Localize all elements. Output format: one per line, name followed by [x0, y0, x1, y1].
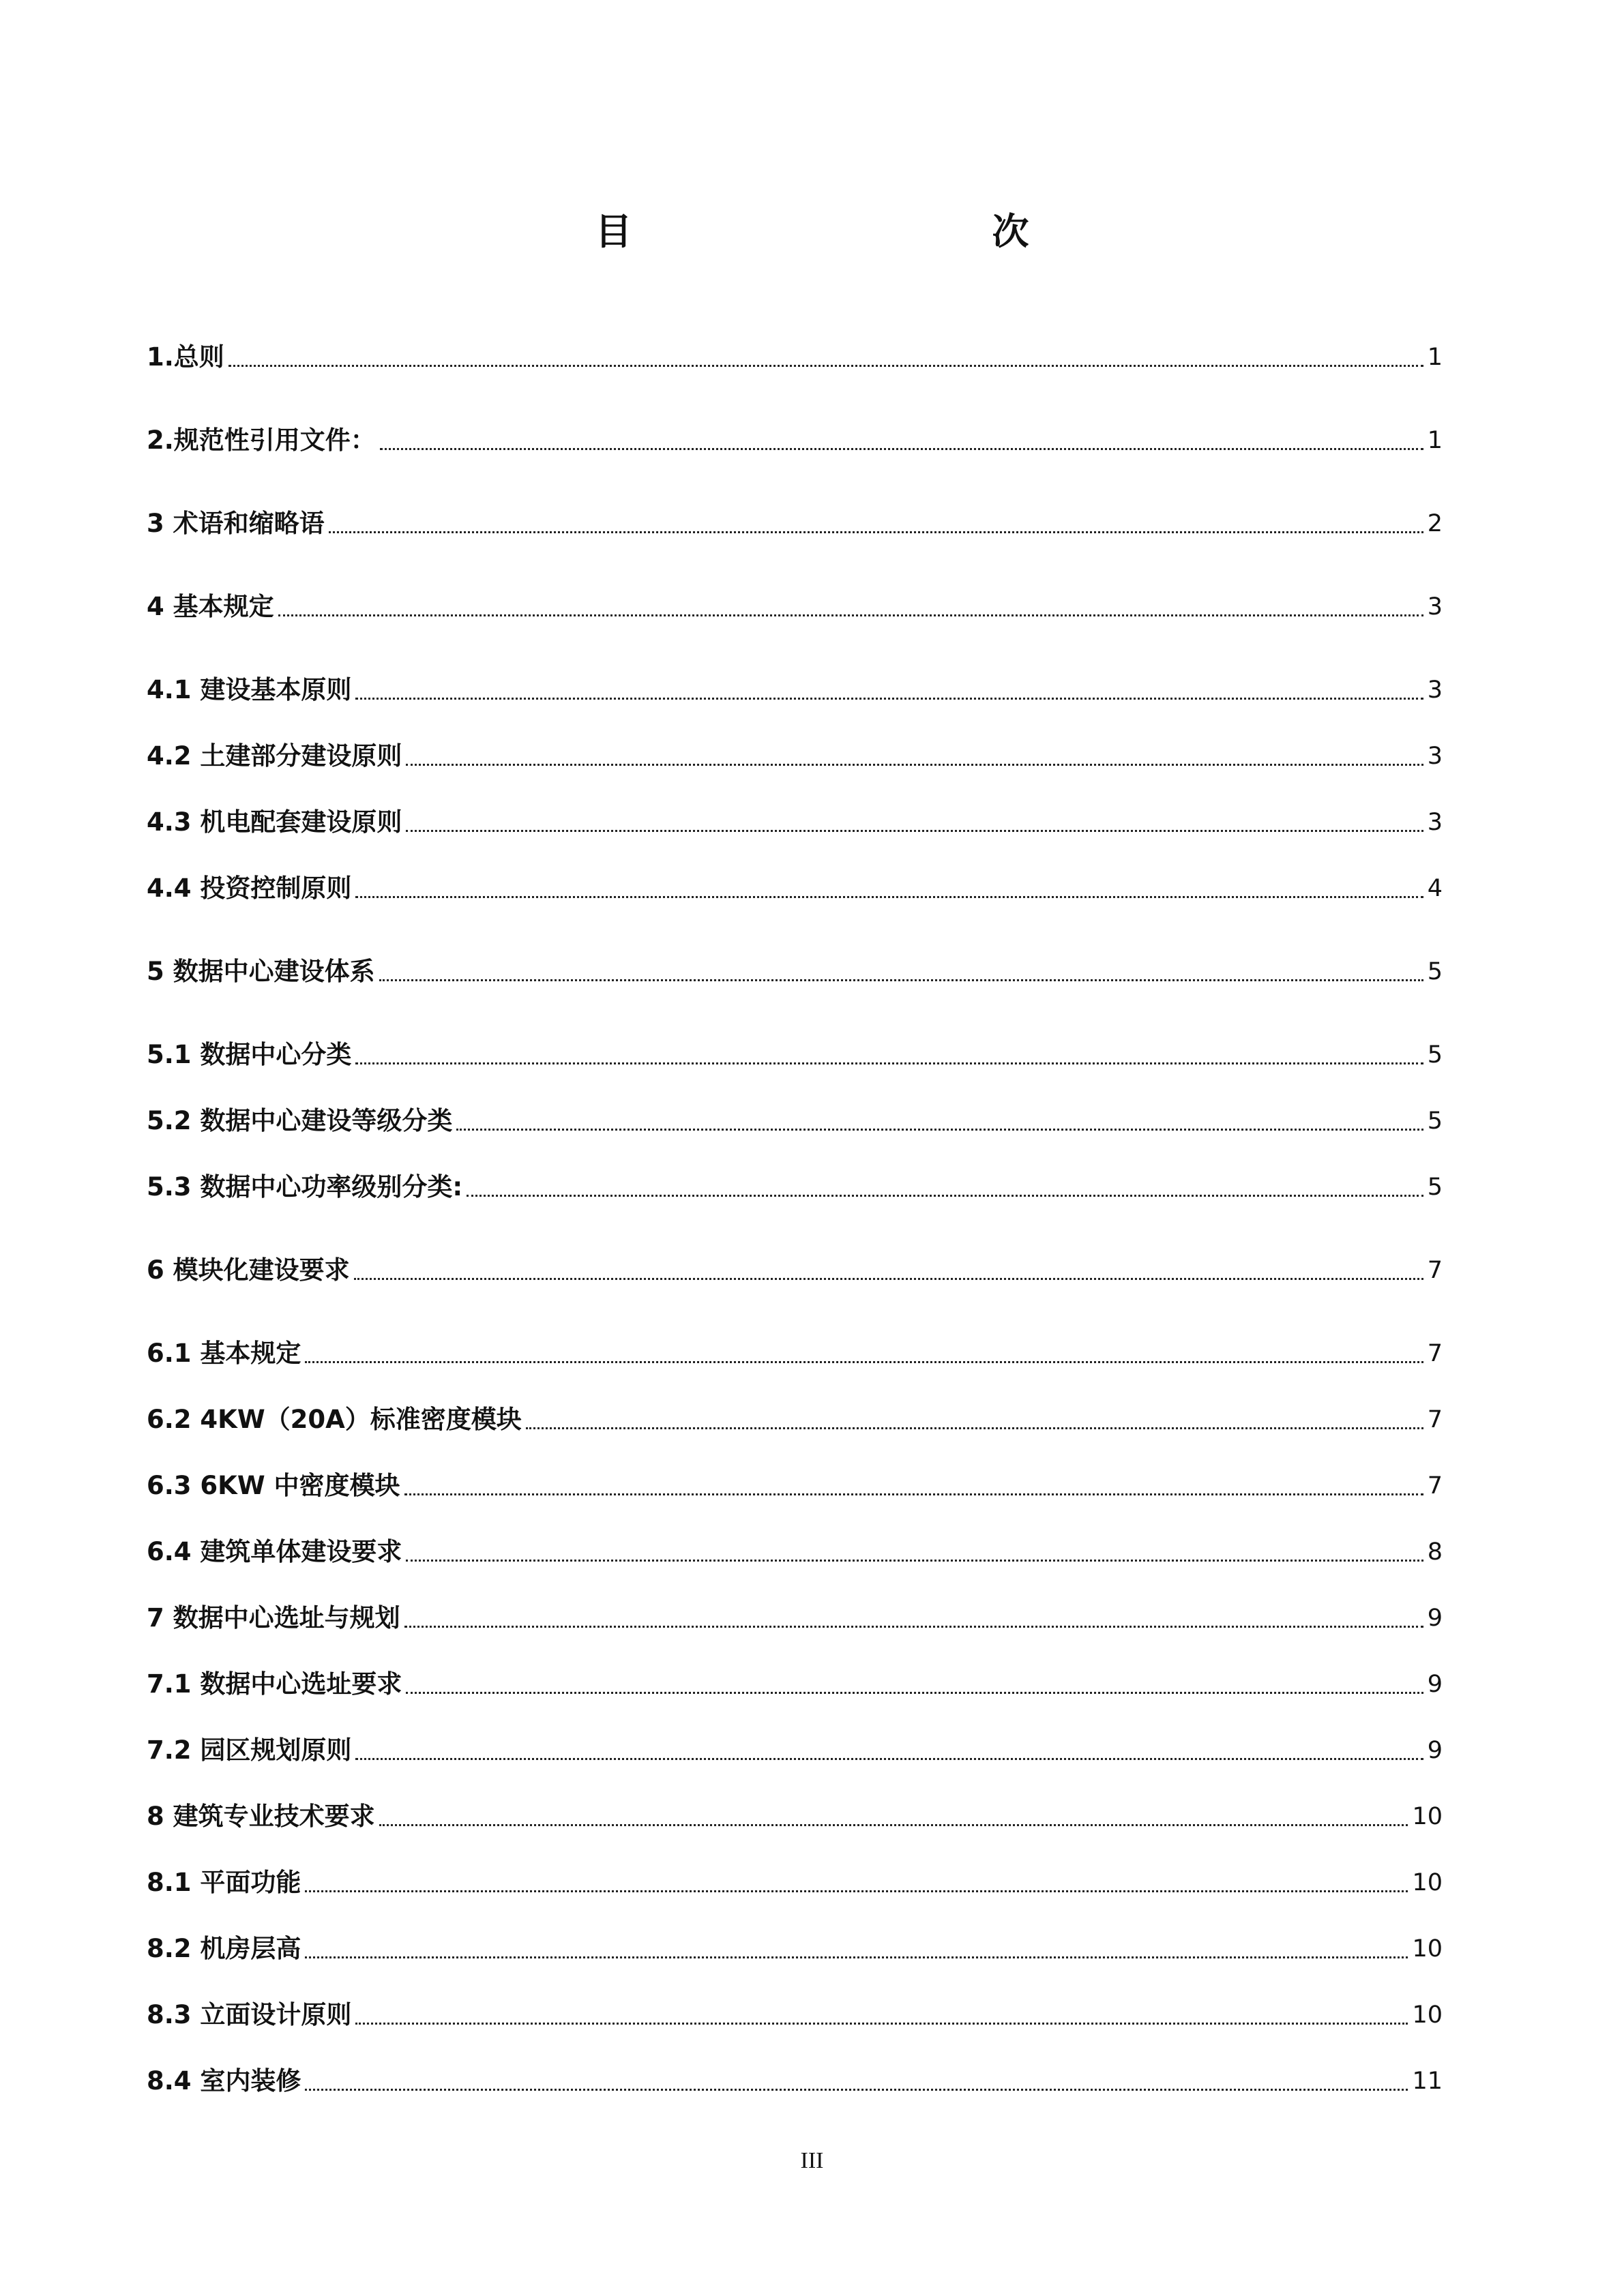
- toc-entry[interactable]: [147, 417, 1443, 458]
- toc-entry-label: 8 建筑专业技术要求: [147, 1802, 375, 1831]
- dot-leader: [355, 895, 1423, 898]
- toc-entry-page: 10: [1412, 2001, 1443, 2029]
- toc-entry[interactable]: [147, 1247, 1443, 1288]
- toc-entry-label: 2.规范性引用文件：: [147, 426, 376, 455]
- dot-leader: [305, 1890, 1408, 1892]
- dot-leader: [406, 1559, 1423, 1562]
- toc-entry-label: 5.2 数据中心建设等级分类: [147, 1106, 453, 1135]
- toc-entry[interactable]: [147, 1330, 1443, 1371]
- toc-entry[interactable]: [147, 1595, 1443, 1636]
- toc-entry[interactable]: [147, 1860, 1443, 1900]
- toc-entry-label: 8.4 室内装修: [147, 2066, 301, 2096]
- toc-entry[interactable]: [147, 1098, 1443, 1139]
- dot-leader: [406, 1691, 1423, 1694]
- toc-entry-page: 7: [1427, 1340, 1443, 1367]
- toc-entry[interactable]: [147, 501, 1443, 541]
- toc-entry-page: 5: [1427, 1041, 1443, 1069]
- toc-entry-label: 8.2 机房层高: [147, 1934, 301, 1963]
- toc-entry[interactable]: [147, 1463, 1443, 1504]
- toc-title: 目 次: [595, 210, 1125, 253]
- toc-entry-label: 4.4 投资控制原则: [147, 874, 352, 903]
- toc-entry-page: 9: [1427, 1671, 1443, 1698]
- toc-entry-label: 6.1 基本规定: [147, 1339, 301, 1368]
- dot-leader: [526, 1427, 1423, 1429]
- dot-leader: [305, 2088, 1408, 2091]
- dot-leader: [456, 1128, 1423, 1131]
- toc-entry-page: 4: [1427, 875, 1443, 902]
- toc-entry-page: 7: [1427, 1257, 1443, 1284]
- dot-leader: [406, 829, 1423, 832]
- toc-entry[interactable]: [147, 334, 1443, 375]
- dot-leader: [404, 1493, 1423, 1495]
- toc-entry-page: 5: [1427, 1107, 1443, 1135]
- toc-entry[interactable]: [147, 1529, 1443, 1570]
- toc-entry[interactable]: [147, 1992, 1443, 2033]
- dot-leader: [354, 1277, 1423, 1280]
- toc-entry-page: 3: [1427, 743, 1443, 770]
- dot-leader: [355, 2022, 1408, 2025]
- dot-leader: [355, 697, 1423, 700]
- toc-entry-label: 1.总则: [147, 342, 224, 372]
- toc-entry-page: 2: [1427, 510, 1443, 537]
- toc-entry-label: 7 数据中心选址与规划: [147, 1603, 400, 1632]
- toc-entry-page: 5: [1427, 1174, 1443, 1201]
- toc-entry-page: 8: [1427, 1538, 1443, 1566]
- toc-entry-page: 3: [1427, 809, 1443, 836]
- toc-entry-label: 4.2 土建部分建设原则: [147, 741, 402, 771]
- dot-leader: [305, 1360, 1423, 1363]
- toc-entry-page: 10: [1412, 1803, 1443, 1830]
- page-number-footer: III: [800, 2148, 824, 2173]
- toc-entry-label: 7.2 园区规划原则: [147, 1735, 352, 1765]
- toc-entry[interactable]: [147, 584, 1443, 625]
- dot-leader: [379, 1823, 1408, 1826]
- toc-entry-page: 5: [1427, 958, 1443, 985]
- dot-leader: [278, 614, 1423, 616]
- toc-entry-page: 1: [1427, 344, 1443, 371]
- toc-entry-page: 3: [1427, 676, 1443, 704]
- toc-entry-label: 6 模块化建设要求: [147, 1255, 350, 1285]
- toc-entry-label: 6.4 建筑单体建设要求: [147, 1537, 402, 1566]
- dot-leader: [404, 1625, 1423, 1628]
- toc-entry[interactable]: [147, 1727, 1443, 1768]
- dot-leader: [329, 531, 1423, 533]
- toc-entry[interactable]: [147, 799, 1443, 840]
- toc-entry[interactable]: [147, 1926, 1443, 1967]
- toc-entry-label: 4.1 建设基本原则: [147, 675, 352, 704]
- toc-entry-page: 1: [1427, 427, 1443, 454]
- toc-entry[interactable]: [147, 667, 1443, 708]
- toc-entry[interactable]: [147, 1032, 1443, 1073]
- dot-leader: [355, 1757, 1423, 1760]
- toc-entry-label: 5.3 数据中心功率级别分类:: [147, 1172, 463, 1202]
- toc-entry-label: 8.1 平面功能: [147, 1868, 301, 1897]
- toc-entry-page: 10: [1412, 1935, 1443, 1963]
- toc-entry-page: 11: [1412, 2068, 1443, 2095]
- toc-entry-label: 5.1 数据中心分类: [147, 1040, 352, 1069]
- toc-entry-label: 4.3 机电配套建设原则: [147, 807, 402, 837]
- toc-entry[interactable]: [147, 733, 1443, 774]
- toc-entry-label: 6.3 6KW 中密度模块: [147, 1471, 400, 1500]
- toc-entry-page: 7: [1427, 1472, 1443, 1500]
- toc-entry-label: 6.2 4KW（20A）标准密度模块: [147, 1405, 522, 1434]
- toc-entry[interactable]: [147, 1397, 1443, 1437]
- toc-entry-label: 8.3 立面设计原则: [147, 2000, 352, 2029]
- dot-leader: [305, 1956, 1408, 1958]
- toc-entry-label: 4 基本规定: [147, 592, 274, 621]
- toc-entry-label: 5 数据中心建设体系: [147, 957, 375, 986]
- toc-entry-page: 9: [1427, 1737, 1443, 1764]
- dot-leader: [467, 1194, 1423, 1197]
- toc-entry-label: 3 术语和缩略语: [147, 509, 325, 538]
- toc-entry[interactable]: [147, 1661, 1443, 1702]
- toc-entry[interactable]: [147, 949, 1443, 989]
- toc-entry-page: 3: [1427, 593, 1443, 621]
- toc-entry-label: 7.1 数据中心选址要求: [147, 1669, 402, 1699]
- dot-leader: [355, 1062, 1423, 1064]
- dot-leader: [380, 447, 1423, 450]
- dot-leader: [228, 364, 1423, 367]
- dot-leader: [379, 979, 1423, 981]
- toc-entry[interactable]: [147, 2058, 1443, 2099]
- toc-entry[interactable]: [147, 1793, 1443, 1834]
- toc-entry-page: 10: [1412, 1869, 1443, 1896]
- toc-entry-page: 7: [1427, 1406, 1443, 1433]
- dot-leader: [406, 763, 1423, 766]
- toc-entry-page: 9: [1427, 1605, 1443, 1632]
- toc-entry[interactable]: [147, 865, 1443, 906]
- toc-entry[interactable]: [147, 1164, 1443, 1205]
